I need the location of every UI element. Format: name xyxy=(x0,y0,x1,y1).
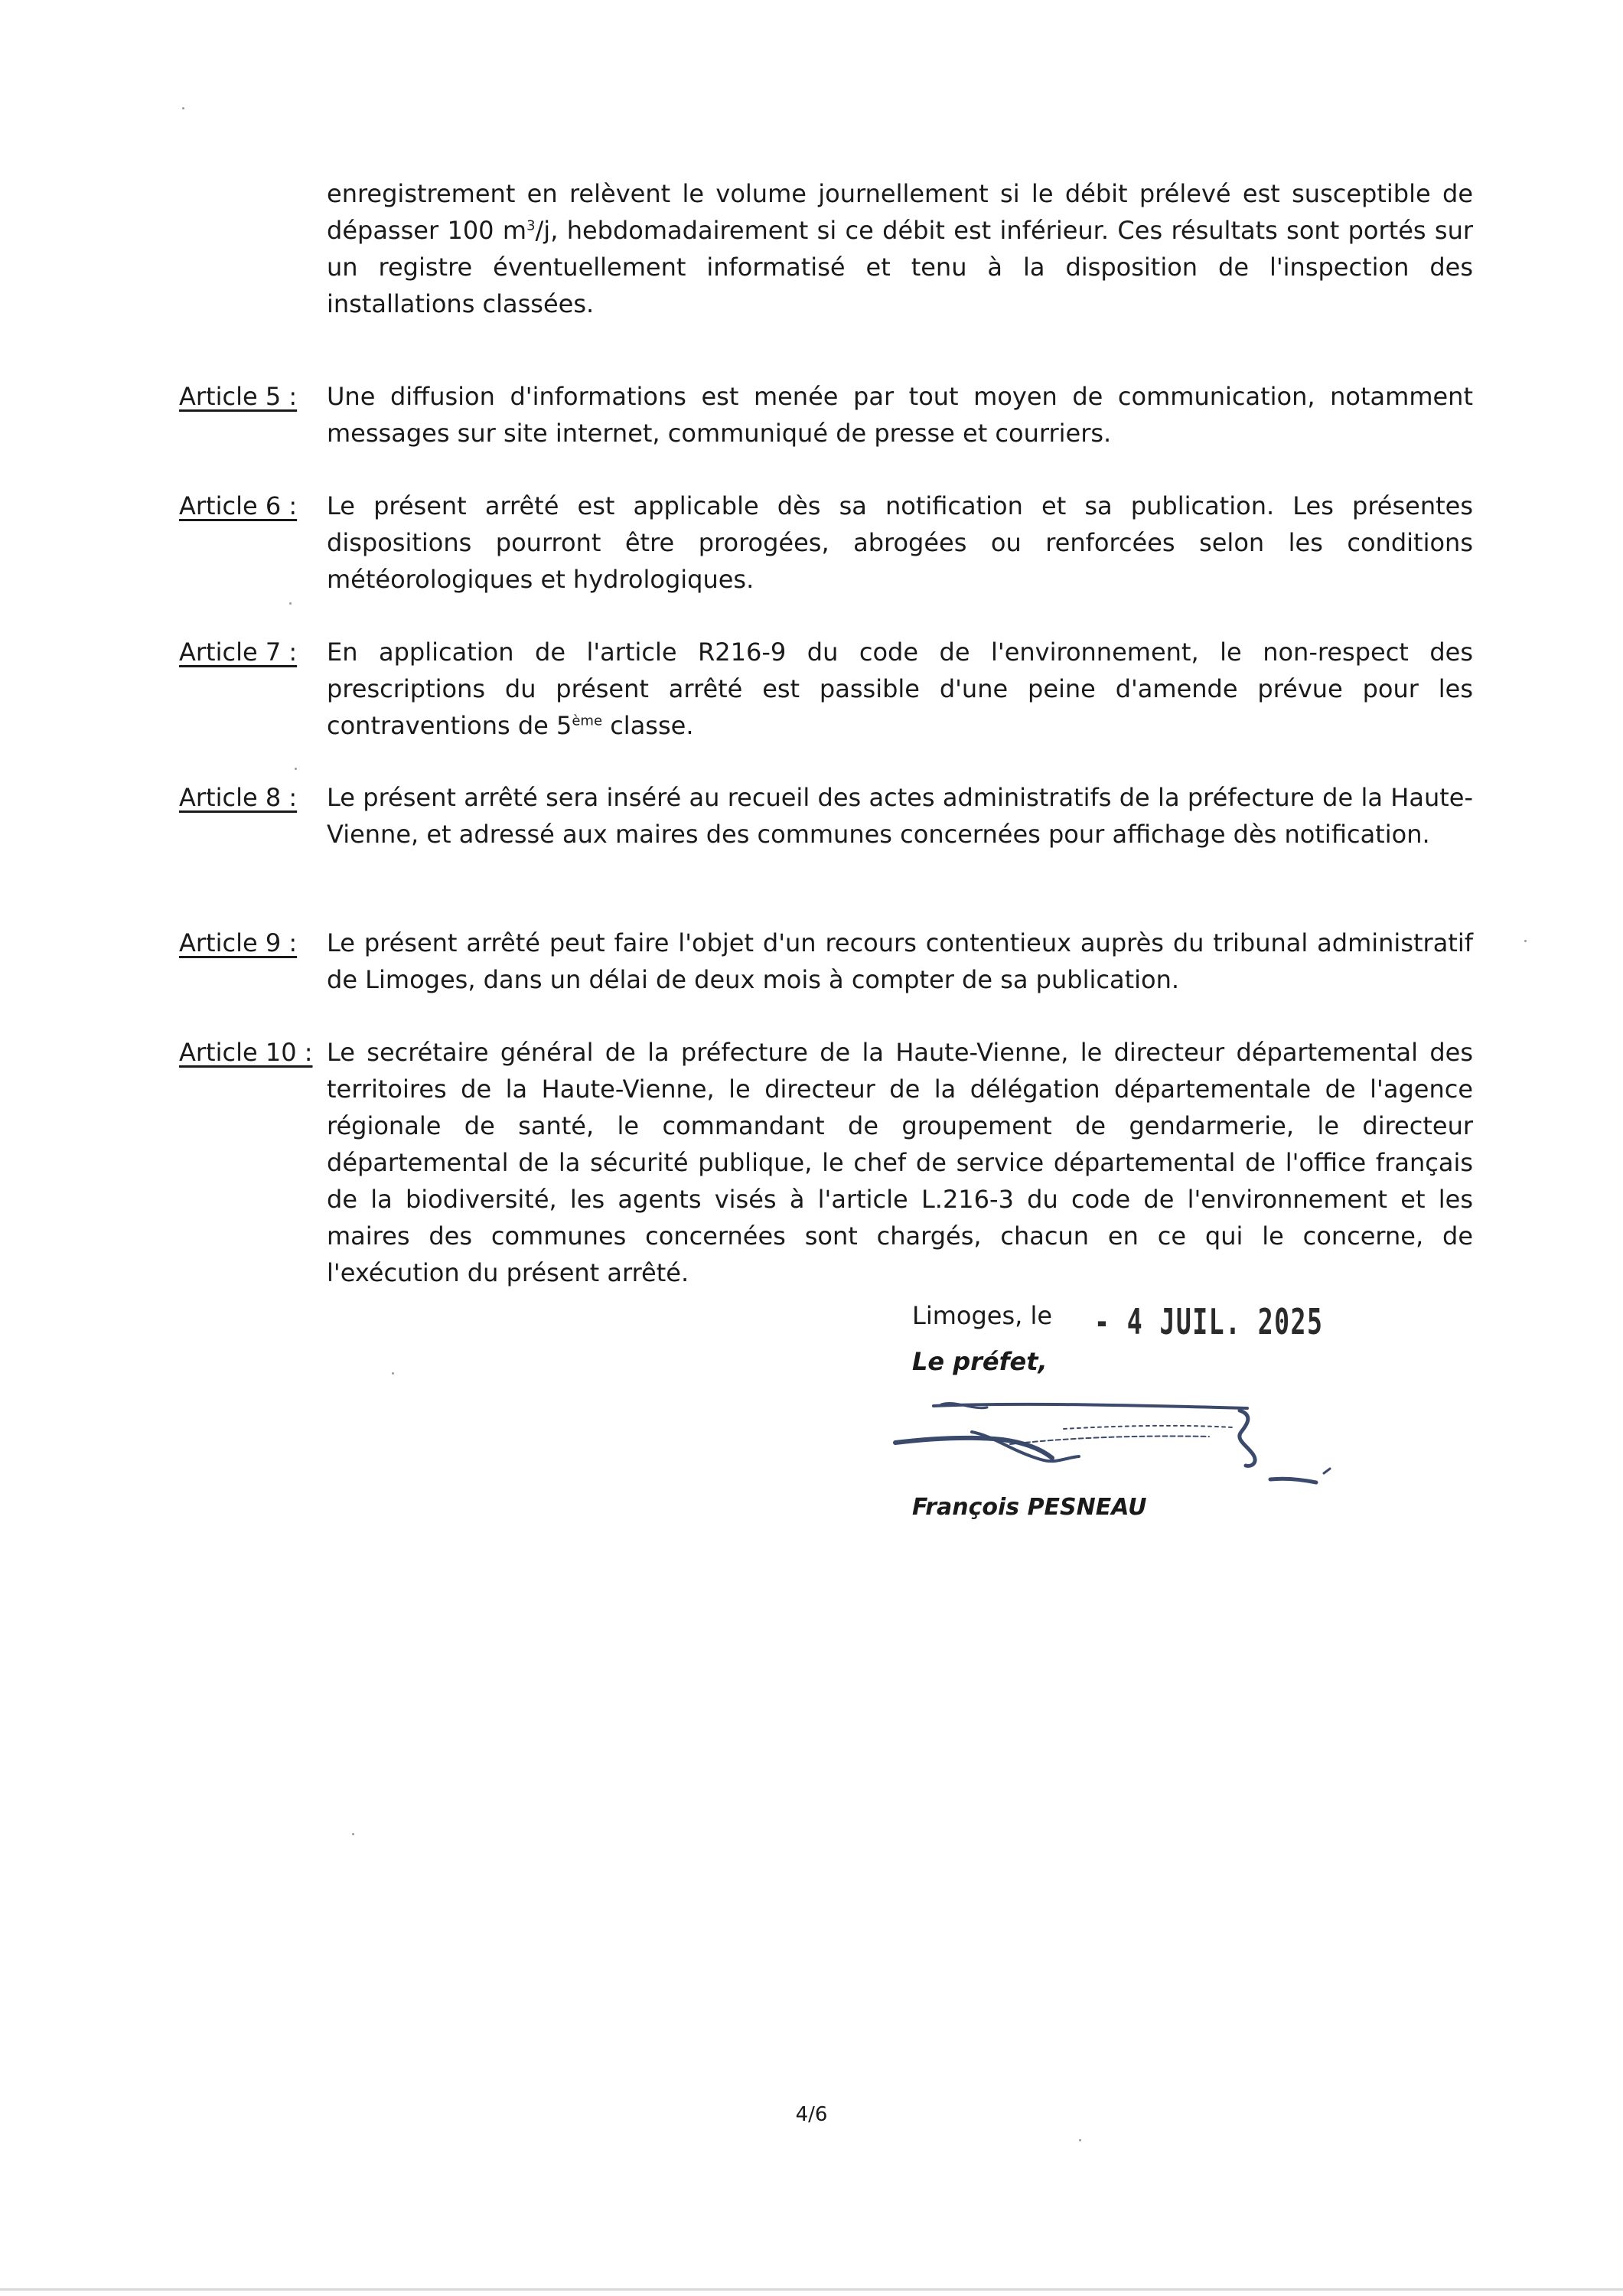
signatory-title: Le préfet, xyxy=(912,1347,1048,1376)
scan-speck xyxy=(289,602,292,605)
signature-place: Limoges, le xyxy=(912,1301,1053,1330)
article-9-label: Article 9 : xyxy=(179,928,298,957)
article-10-label: Article 10 : xyxy=(179,1038,313,1067)
article-5-text: Une diffusion d'informations est menée par tout moyen de communication, notamment messages sur site internet, communiqué de presse et courriers. xyxy=(327,382,1473,448)
date-stamp: - 4 JUIL. 2025 xyxy=(1094,1301,1324,1342)
intro-text-end: /j, hebdomadairement si ce débit est inférieur. Ces résultats sont portés sur un registre éventuellement informatisé et tenu à la disposition de l'inspection des installations classées. xyxy=(327,216,1474,318)
article-10-text: Le secrétaire général de la préfecture de la Haute-Vienne, le directeur départemental des territoires de la Haute-Vienne, le directeur de la délégation départementale de l'agence régionale de santé, le commandant de groupement de gendarmerie, le directeur départemental de la sécurité publique, le chef de service départemental de l'office français de la biodiversité, les agents visés à l'article L.216-3 du code de l'environnement et les maires des communes concernées sont chargés, chacun en ce qui le concerne, de l'exécution du présent arrêté. xyxy=(327,1038,1473,1287)
signatory-name: François PESNEAU xyxy=(912,1494,1147,1521)
article-9-text: Le présent arrêté peut faire l'objet d'un recours contentieux auprès du tribunal administratif de Limoges, dans un délai de deux mois à compter de sa publication. xyxy=(327,928,1473,994)
article-7-text-start: En application de l'article R216-9 du code de l'environnement, le non-respect des prescriptions du présent arrêté est passible d'une peine d'amende prévue pour les contraventions de 5 xyxy=(327,638,1473,740)
scan-speck xyxy=(352,1833,354,1835)
article-8-label: Article 8 : xyxy=(179,783,298,812)
article-6-text: Le présent arrêté est applicable dès sa notification et sa publication. Les présentes dispositions pourront être prorogées, abrogées ou renforcées selon les conditions météorologiques et hydrologiques. xyxy=(327,491,1473,594)
scan-edge-line xyxy=(0,2288,1623,2291)
intro-paragraph xyxy=(327,175,1473,322)
scan-speck xyxy=(392,1372,394,1375)
article-8-text: Le présent arrêté sera inséré au recueil des actes administratifs de la préfecture de la Haute-Vienne, et adressé aux maires des communes concernées pour affichage dès notification. xyxy=(327,783,1473,849)
article-5-label: Article 5 : xyxy=(179,382,298,411)
article-7-superscript: ème xyxy=(572,713,603,729)
page-number: 4/6 xyxy=(795,2103,828,2126)
scan-speck xyxy=(182,107,184,109)
scan-speck xyxy=(1079,2139,1081,2141)
scan-speck xyxy=(1524,940,1527,942)
article-7-text-end: classe. xyxy=(602,711,694,740)
scan-speck xyxy=(295,768,297,770)
intro-superscript: 3 xyxy=(526,217,536,234)
handwritten-signature xyxy=(888,1389,1331,1504)
intro-text-start: enregistrement en relèvent le volume journellement si le débit prélevé est susceptible de dépasser 100 m xyxy=(327,179,1473,245)
article-7-text xyxy=(327,634,1473,744)
article-7-label: Article 7 : xyxy=(179,638,298,667)
article-6-label: Article 6 : xyxy=(179,491,298,520)
